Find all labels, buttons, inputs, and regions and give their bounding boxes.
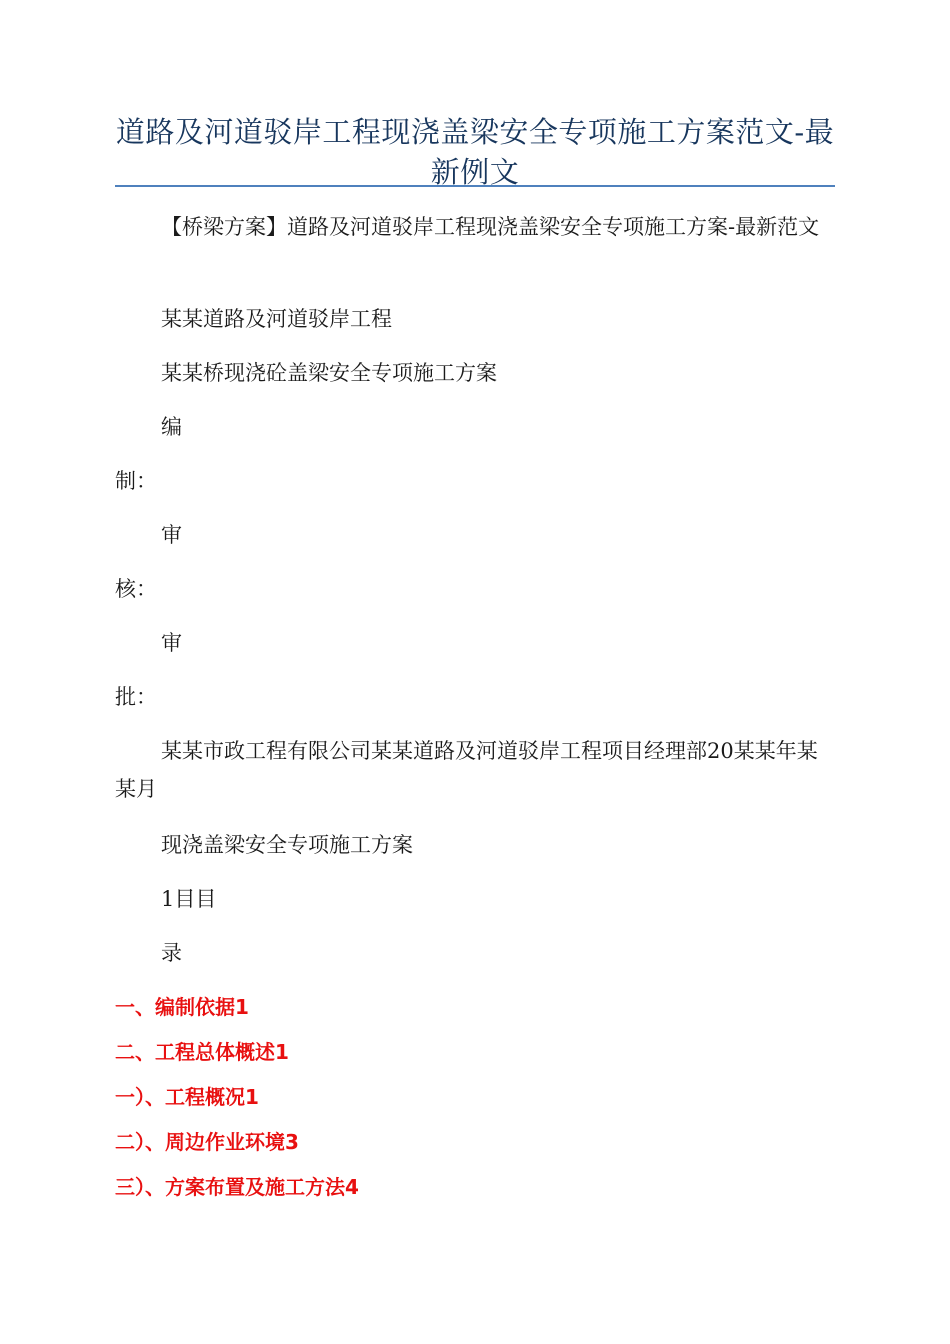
- toc-item[interactable]: 一）、工程概况1: [115, 1085, 259, 1109]
- compile-char: 编: [161, 415, 182, 439]
- document-subtitle: 现浇盖梁安全专项施工方案: [161, 833, 413, 857]
- project-name: 某某道路及河道驳岸工程: [161, 307, 392, 331]
- intro-paragraph: 【桥梁方案】道路及河道驳岸工程现浇盖梁安全专项施工方案-最新范文: [161, 215, 820, 239]
- toc-heading-part1: 1目目: [161, 887, 217, 911]
- plan-name: 某某桥现浇砼盖梁安全专项施工方案: [161, 361, 497, 385]
- review-char: 审: [161, 523, 182, 547]
- toc-heading-part2: 录: [161, 941, 182, 965]
- toc-item[interactable]: 三）、方案布置及施工方法4: [115, 1175, 359, 1199]
- company-date: 某某市政工程有限公司某某道路及河道驳岸工程项目经理部20某某年某某月: [115, 739, 818, 801]
- approve-label: 批：: [115, 685, 157, 709]
- review-label: 核：: [115, 577, 157, 601]
- title-underline: [115, 185, 835, 187]
- toc-item[interactable]: 一、编制依据1: [115, 995, 249, 1019]
- toc-item[interactable]: 二、工程总体概述1: [115, 1040, 289, 1064]
- toc-item[interactable]: 二）、周边作业环境3: [115, 1130, 299, 1154]
- approve-char: 审: [161, 631, 182, 655]
- document-title: 道路及河道驳岸工程现浇盖梁安全专项施工方案范文-最新例文: [115, 115, 835, 189]
- compile-label: 制：: [115, 469, 157, 493]
